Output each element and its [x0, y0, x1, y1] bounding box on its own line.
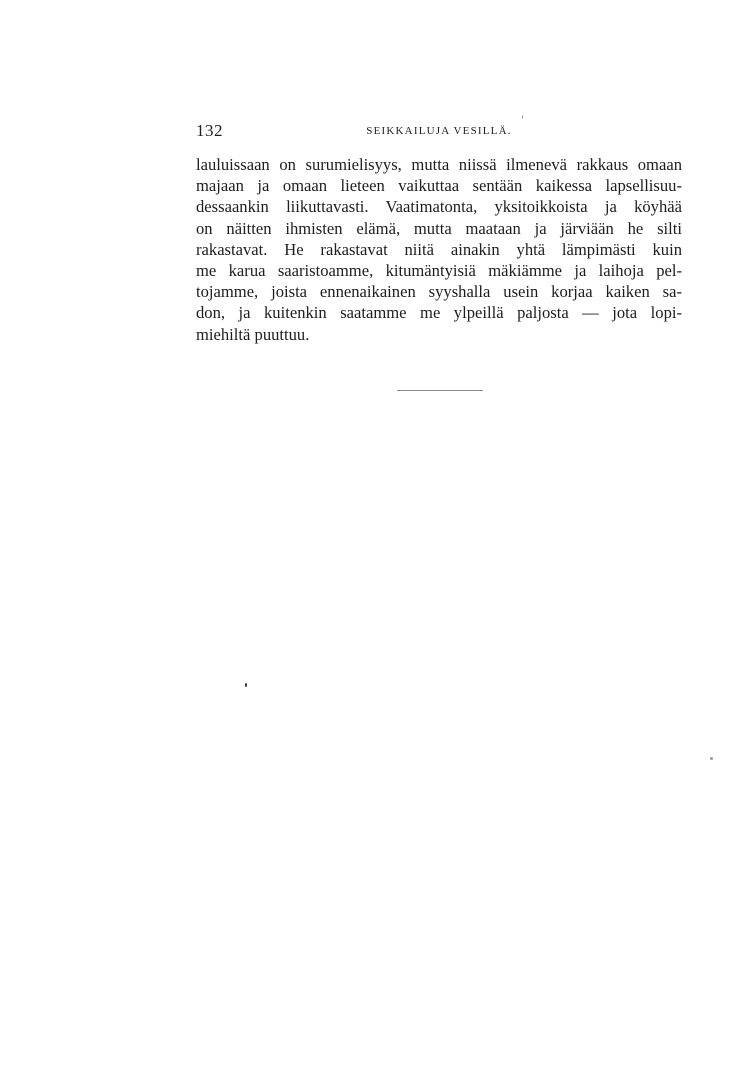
- section-divider-rule: [397, 390, 483, 391]
- scan-speck: [245, 683, 247, 687]
- running-head: [196, 120, 682, 142]
- text-line: rakastavat. He rakastavat niitä ainakin yhtä lämpimästi kuin: [196, 239, 682, 259]
- text-line: lauluissaan on surumielisyys, mutta niissä ilmenevä rakkaus omaan: [196, 155, 682, 174]
- scan-speck: [522, 115, 523, 119]
- text-line: me karua saaristoamme, kitumäntyisiä mäkiämme ja laihoja pel-: [196, 260, 682, 280]
- running-title: SEIKKAILUJA VESILLÄ.: [366, 125, 512, 137]
- text-line: miehiltä puuttuu.: [196, 324, 310, 344]
- text-line: tojamme, joista ennenaikainen syyshalla usein korjaa kaiken sa-: [196, 282, 682, 302]
- text-line: dessaankin liikuttavasti. Vaatimatonta, yksitoikkoista ja köyhää: [196, 197, 682, 217]
- text-line: don, ja kuitenkin saatamme me ylpeillä paljosta — jota lopi-: [196, 303, 682, 323]
- text-line: on näitten ihmisten elämä, mutta maataan ja järviään he silti: [196, 218, 682, 238]
- scan-speck: [710, 757, 713, 760]
- page-number: 132: [196, 121, 223, 140]
- body-paragraph: [196, 154, 682, 345]
- text-line: majaan ja omaan lieteen vaikuttaa sentään kaikessa lapsellisuu-: [196, 176, 682, 196]
